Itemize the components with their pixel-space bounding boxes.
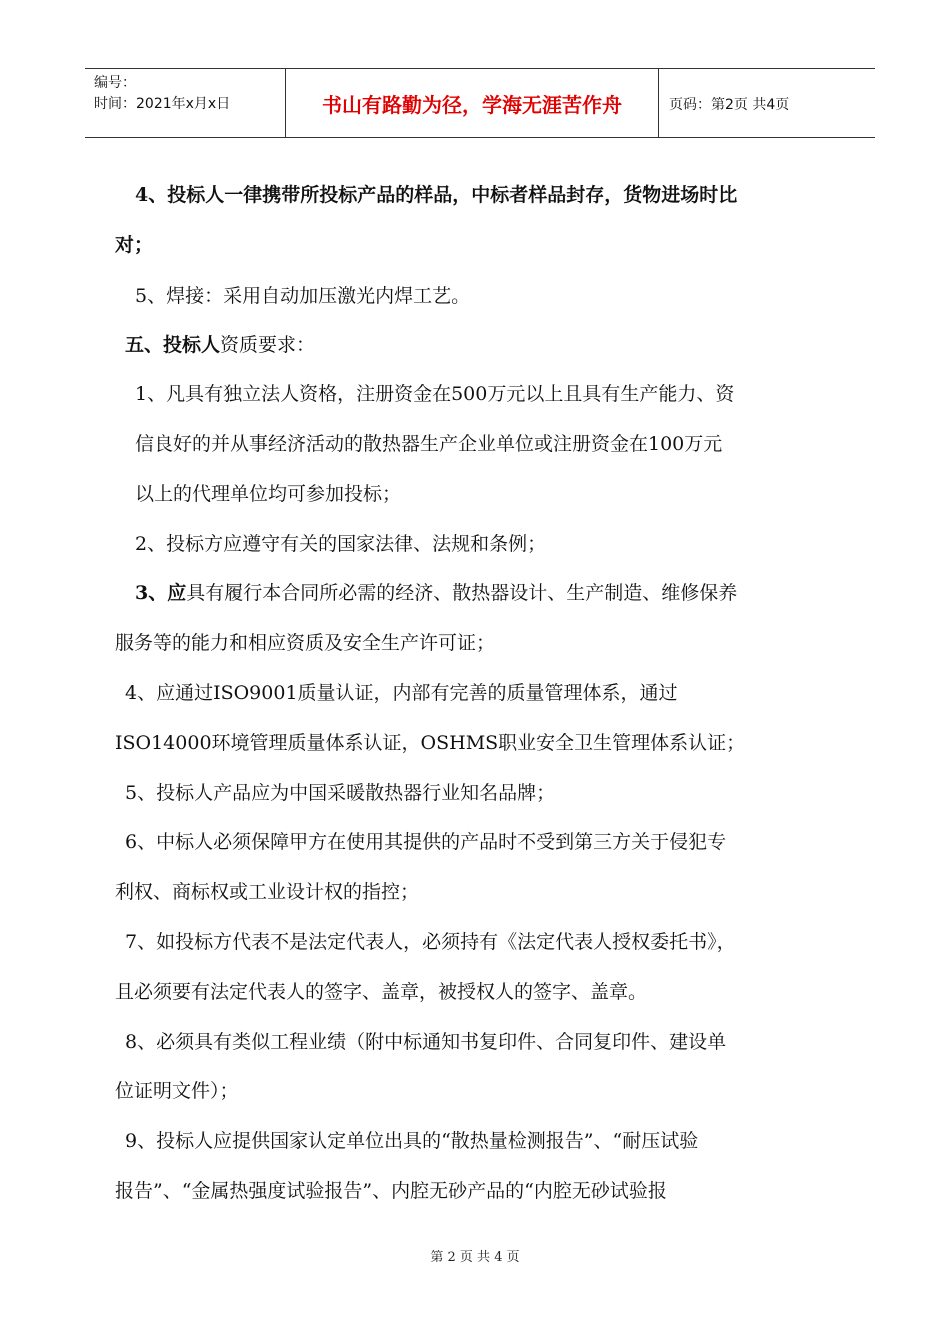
header-meta	[85, 69, 285, 137]
req-6-line-1: 6、中标人必须保障甲方在使用其提供的产品时不受到第三方关于侵犯专	[125, 831, 727, 853]
req-3-line-2: 服务等的能力和相应资质及安全生产许可证；	[115, 632, 496, 654]
section-title	[125, 333, 315, 357]
req-8-line-2: 位证明文件）；	[115, 1080, 239, 1102]
header-motto: 书山有路勤为径，学海无涯苦作舟	[322, 92, 622, 117]
req-7-line-2: 且必须要有法定代表人的签字、盖章，被授权人的签字、盖章。	[115, 981, 648, 1003]
req-6-line-2: 利权、商标权或工业设计权的指控；	[115, 881, 420, 903]
page-footer: 第 2 页 共 4 页	[430, 1250, 520, 1265]
req-1-line-2: 信良好的并从事经济活动的散热器生产企业单位或注册资金在100万元	[135, 433, 723, 455]
req-3-rest: 具有履行本合同所必需的经济、散热器设计、生产制造、维修保养	[186, 582, 738, 604]
req-5: 5、投标人产品应为中国采暖散热器行业知名品牌；	[125, 782, 556, 804]
req-7-line-1: 7、如投标方代表不是法定代表人，必须持有《法定代表人授权委托书》，	[125, 931, 736, 953]
header-divider-right	[658, 69, 659, 137]
req-9-line-2: 报告”、“金属热强度试验报告”、内腔无砂产品的“内腔无砂试验报	[115, 1180, 667, 1202]
section-title-bold: 五、投标人	[125, 334, 221, 356]
item-4-line-2: 对；	[115, 234, 154, 256]
header-page-indicator: 页码：第2页 共4页	[669, 97, 790, 113]
page-header	[85, 68, 875, 138]
item-4-line-1: 4、投标人一律携带所投标产品的样品，中标者样品封存，货物进场时比	[135, 184, 738, 206]
req-9-line-1: 9、投标人应提供国家认定单位出具的“散热量检测报告”、“耐压试验	[125, 1130, 699, 1152]
req-4-line-2: ISO14000环境管理质量体系认证，OSHMS职业安全卫生管理体系认证；	[115, 732, 746, 754]
req-3-bold: 3、应	[135, 582, 187, 604]
req-2: 2、投标方应遵守有关的国家法律、法规和条例；	[135, 533, 547, 555]
document-date-label: 时间：2021年x月x日	[94, 96, 231, 112]
req-4-line-1: 4、应通过ISO9001质量认证，内部有完善的质量管理体系，通过	[125, 682, 678, 704]
item-5: 5、焊接：采用自动加压激光内焊工艺。	[135, 285, 471, 307]
req-1-line-3: 以上的代理单位均可参加投标；	[135, 483, 402, 505]
req-1-line-1: 1、凡具有独立法人资格，注册资金在500万元以上且具有生产能力、资	[135, 383, 735, 405]
document-number-label: 编号：	[94, 75, 136, 91]
req-3-line-1	[135, 581, 737, 605]
req-8-line-1: 8、必须具有类似工程业绩（附中标通知书复印件、合同复印件、建设单	[125, 1031, 727, 1053]
section-title-rest: 资质要求：	[220, 334, 316, 356]
